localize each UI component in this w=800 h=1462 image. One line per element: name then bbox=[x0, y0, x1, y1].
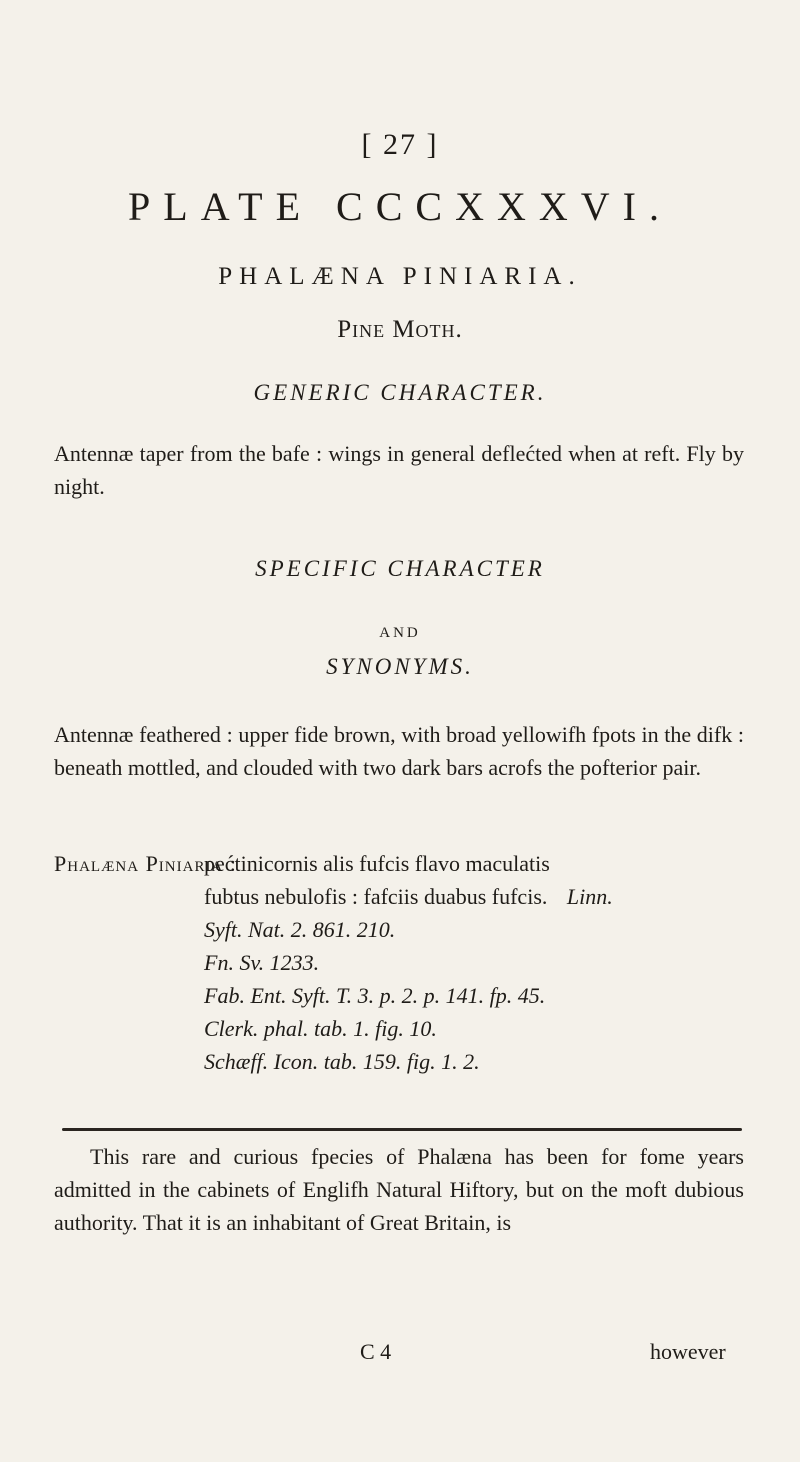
generic-character-heading: GENERIC CHARACTER. bbox=[253, 380, 547, 405]
page-number: [ 27 ] bbox=[361, 128, 439, 161]
synonym-reference: Fn. Sv. 1233. bbox=[204, 950, 320, 975]
and-label: AND bbox=[379, 625, 421, 641]
synonym-reference: Fab. Ent. Syft. T. 3. p. 2. p. 141. fp. 45. bbox=[204, 983, 546, 1008]
plate-title: PLATE CCCXXXVI. bbox=[128, 184, 672, 229]
specific-character-text: Antennæ feathered : upper fide brown, with broad yellowifh fpots in the difk : beneath mottled, and clouded with two dark bars acrofs the pofterior pair. bbox=[54, 722, 744, 780]
section-divider bbox=[62, 1128, 742, 1131]
synonym-reference: Schæff. Icon. tab. 159. fig. 1. 2. bbox=[204, 1049, 480, 1074]
synonym-line: pećtinicornis alis fufcis flavo maculatis bbox=[204, 851, 550, 876]
synonyms-heading: SYNONYMS. bbox=[326, 654, 474, 679]
generic-character-text: Antennæ taper from the bafe : wings in general deflećted when at reft. Fly by night. bbox=[54, 441, 744, 499]
signature-mark: C 4 bbox=[360, 1339, 392, 1364]
catchword: however bbox=[650, 1339, 726, 1364]
synonym-reference: Syft. Nat. 2. 861. 210. bbox=[204, 917, 396, 942]
synonym-reference: Clerk. phal. tab. 1. fig. 10. bbox=[204, 1016, 437, 1041]
synonym-line bbox=[204, 884, 613, 910]
synonym-text: fubtus nebulofis : fafciis duabus fufcis. bbox=[204, 884, 548, 909]
body-paragraph: This rare and curious fpecies of Phalæna has been for fome years admitted in the cabinets of Englifh Natural Hiftory, but on the moft dubious authority. That it is an inhabitant of Great Britain, is bbox=[54, 1144, 744, 1235]
species-title: PHALÆNA PINIARIA. bbox=[218, 263, 582, 290]
common-name: Pine Moth. bbox=[337, 316, 463, 343]
synonym-reference: Linn. bbox=[566, 884, 613, 909]
synonym-species-name: Phalæna Piniaria : bbox=[54, 851, 237, 876]
specific-character-heading: SPECIFIC CHARACTER bbox=[255, 556, 545, 581]
